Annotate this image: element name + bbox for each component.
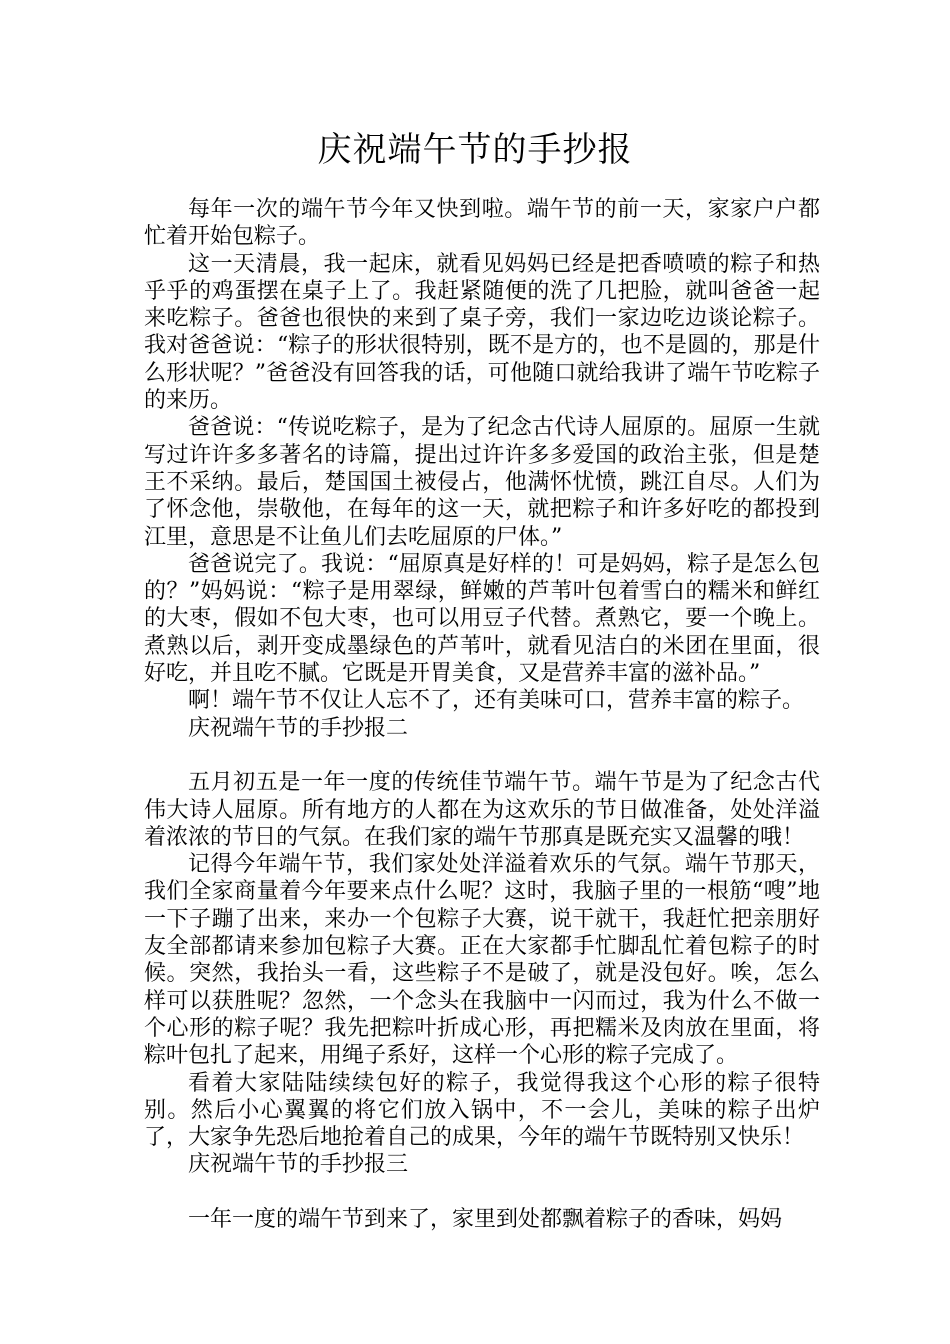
document-title: 庆祝端午节的手抄报 (317, 130, 633, 170)
paragraph: 爸爸说：“传说吃粽子，是为了纪念古代诗人屈原的。屈原一生就写过许许多多著名的诗篇，提出过许许多多爱国的政治主张，但是楚王不采纳。最后，楚国国土被侵占，他满怀忧愤，跳江自尽。人们为了怀念他，崇敬他，在每年的这一天，就把粽子和许多好吃的都投到江里，意思是不让鱼儿们去吃屈原的尸体。” (144, 415, 820, 550)
blank-line (144, 1179, 820, 1206)
section-heading-3: 庆祝端午节的手抄报三 (188, 1152, 409, 1178)
paragraph: 这一天清晨，我一起床，就看见妈妈已经是把香喷喷的粽子和热乎乎的鸡蛋摆在桌子上了。我赶紧随便的洗了几把脸，就叫爸爸一起来吃粽子。爸爸也很快的来到了桌子旁，我们一家边吃边谈论粽子。我对爸爸说：“粽子的形状很特别，既不是方的，也不是圆的，那是什么形状呢？”爸爸没有回答我的话，可他随口就给我讲了端午节吃粽子的来历。 (144, 251, 820, 414)
paragraph: 每年一次的端午节今年又快到啦。端午节的前一天，家家户户都忙着开始包粽子。 (144, 197, 820, 250)
paragraph: 五月初五是一年一度的传统佳节端午节。端午节是为了纪念古代伟大诗人屈原。所有地方的人都在为这欢乐的节日做准备，处处洋溢着浓浓的节日的气氛。在我们家的端午节那真是既充实又温馨的哦！ (144, 770, 820, 850)
paragraph: 记得今年端午节，我们家处处洋溢着欢乐的气氛。端午节那天，我们全家商量着今年要来点什么呢？这时，我脑子里的一根筋“嗖”地一下子蹦了出来，来办一个包粽子大赛，说干就干，我赶忙把亲朋好友全部都请来参加包粽子大赛。正在大家都手忙脚乱忙着包粽子的时候。突然，我抬头一看，这些粽子不是破了，就是没包好。唉，怎么样可以获胜呢？忽然，一个念头在我脑中一闪而过，我为什么不做一个心形的粽子呢？我先把粽叶折成心形，再把糯米及肉放在里面，将粽叶包扎了起来，用绳子系好，这样一个心形的粽子完成了。 (144, 852, 820, 1069)
section-heading-2: 庆祝端午节的手抄报二 (188, 715, 409, 741)
paragraph: 啊！端午节不仅让人忘不了，还有美味可口，营养丰富的粽子。 (188, 688, 805, 714)
paragraph: 爸爸说完了。我说：“屈原真是好样的！可是妈妈，粽子是怎么包的？”妈妈说：“粽子是用翠绿，鲜嫩的芦苇叶包着雪白的糯米和鲜红的大枣，假如不包大枣，也可以用豆子代替。煮熟它，要一个晚上。煮熟以后，剥开变成墨绿色的芦苇叶，就看见洁白的米团在里面，很好吃，并且吃不腻。它既是开胃美食，又是营养丰富的滋补品。” (144, 551, 820, 687)
paragraph: 看着大家陆陆续续包好的粽子，我觉得我这个心形的粽子很特别。然后小心翼翼的将它们放入锅中，不一会儿，美味的粽子出炉了，大家争先恐后地抢着自己的成果，今年的端午节既特别又快乐！ (144, 1070, 820, 1151)
blank-line (144, 742, 820, 769)
document-body (144, 196, 820, 1233)
paragraph: 一年一度的端午节到来了，家里到处都飘着粽子的香味，妈妈 (188, 1206, 783, 1232)
